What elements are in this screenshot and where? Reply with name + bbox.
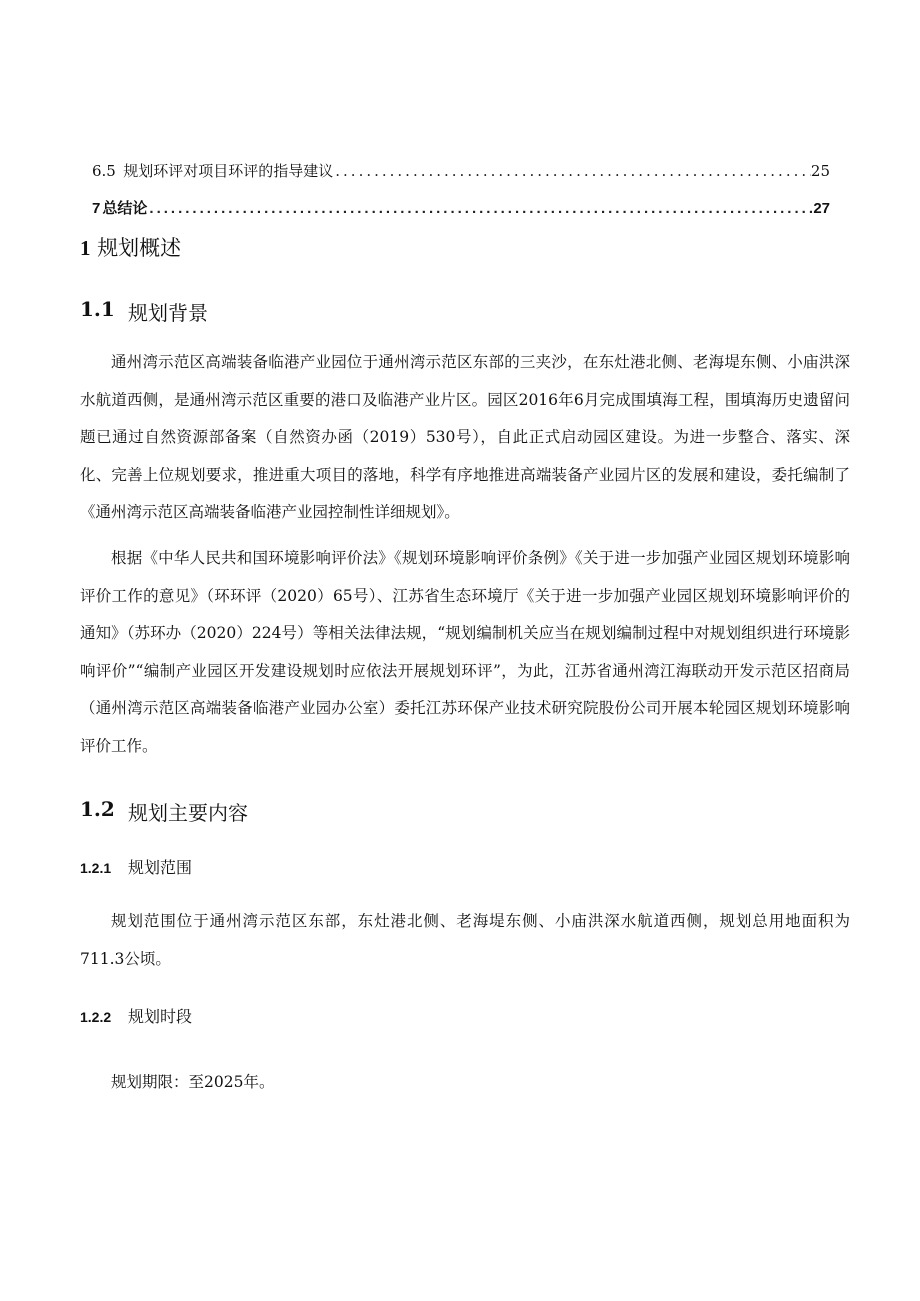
toc-entry-page: 27 [813,200,830,217]
paragraph-legal-basis: 根据《中华人民共和国环境影响评价法》《规划环境影响评价条例》《关于进一步加强产业园区规划环境影响评价工作的意见》（环环评（2020）65号）、江苏省生态环境厅《关于进一步加强产业园区规划环境影响评价的通知》（苏环办（2020）224号）等相关法律法规，“规划编制机关应当在规划编制过程中对规划组织进行环境影响评价”“编制产业园区开发建设规划时应依法开展规划环评”，为此，江苏省通州湾江海联动开发示范区招商局（通州湾示范区高端装备临港产业园办公室）委托江苏环保产业技术研究院股份公司开展本轮园区规划环境影响评价工作。 [80,549,850,755]
section-heading-1-1 [80,297,208,326]
chapter-number: 1 [80,236,91,260]
toc-entry-page: 25 [810,162,830,180]
toc-entry-title: 总结论 [102,200,148,217]
toc-entry[interactable] [80,160,830,184]
paragraph-background: 通州湾示范区高端装备临港产业园位于通州湾示范区东部的三夹沙，在东灶港北侧、老海堤东侧、小庙洪深水航道西侧，是通州湾示范区重要的港口及临港产业片区。园区2016年6月完成围填海工程，围填海历史遗留问题已通过自然资源部备案（自然资办函（2019）530号），自此正式启动园区建设。为进一步整合、落实、深化、完善上位规划要求，推进重大项目的落地，科学有序地推进高端装备产业园片区的发展和建设，委托编制了《通州湾示范区高端装备临港产业园控制性详细规划》。 [80,353,850,521]
chapter-title: 规划概述 [97,236,182,260]
toc-entry-number: 6.5 [92,162,116,180]
chapter-heading [80,232,181,262]
section-title: 规划主要内容 [128,801,248,825]
paragraph-scope: 规划范围位于通州湾示范区东部，东灶港北侧、老海堤东侧、小庙洪深水航道西侧，规划总用地面积为711.3公顷。 [80,912,850,968]
section-number: 1.1 [80,297,115,321]
toc-entry-title: 规划环评对项目环评的指导建议 [123,162,334,180]
subsection-number: 1.2.2 [80,1009,112,1025]
section-number: 1.2 [80,797,115,821]
section-heading-1-2 [80,797,248,826]
subsection-title: 规划范围 [128,858,193,877]
subsection-title: 规划时段 [128,1007,193,1026]
subsection-heading-1-2-1 [80,855,192,878]
subsection-number: 1.2.1 [80,860,112,876]
toc-leader-dots [333,162,811,180]
paragraph-period: 规划期限：至2025年。 [111,1073,275,1091]
subsection-heading-1-2-2 [80,1004,192,1027]
toc-leader-dots [147,200,813,217]
section-title: 规划背景 [128,301,208,325]
toc-entry-number: 7 [92,200,101,217]
toc-entry[interactable] [80,197,830,221]
